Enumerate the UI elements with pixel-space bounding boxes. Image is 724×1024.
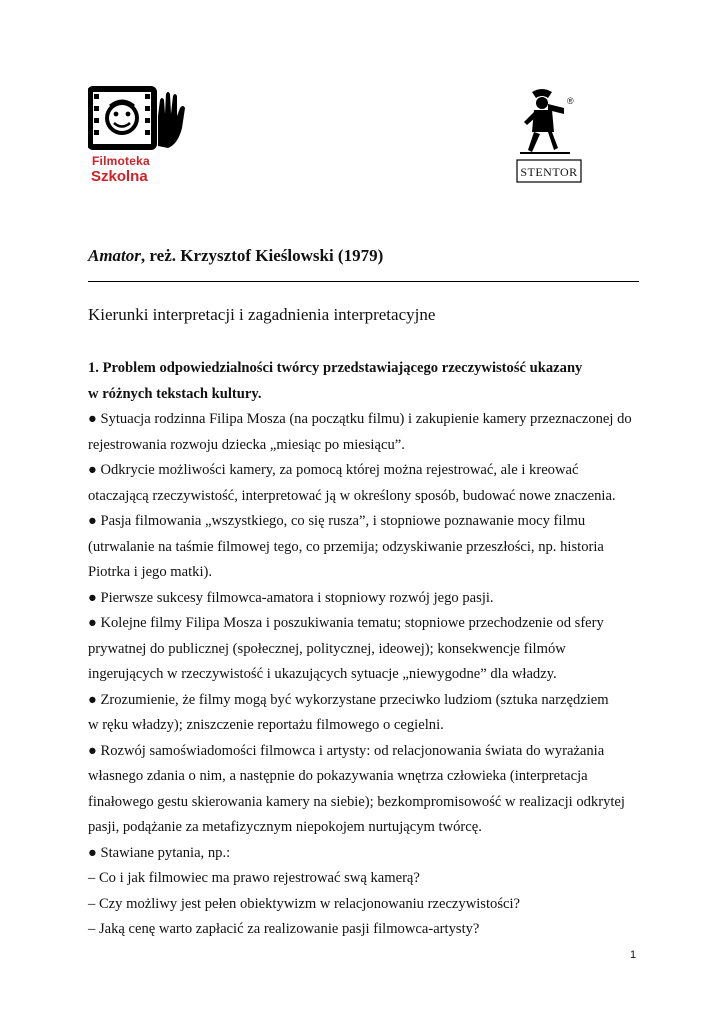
body-line: finałowego gestu skierowania kamery na siebie); bezkompromisowość w realizacji odkrytej xyxy=(88,793,625,810)
title-director-year: , reż. Krzysztof Kieślowski (1979) xyxy=(140,246,384,265)
brand-line-2: Szkolna xyxy=(91,168,148,185)
body-line: Piotrka i jego matki). xyxy=(88,564,213,580)
body-line: w ręku władzy); zniszczenie reportażu filmowego o cegielni. xyxy=(88,717,444,733)
document-title xyxy=(88,246,383,266)
filmoteka-szkolna-logo xyxy=(88,86,188,196)
body-line: ● Rozwój samoświadomości filmowca i artysty: od relacjonowania świata do wyrażania xyxy=(88,742,605,759)
question-line: – Jaką cenę warto zapłacić za realizowanie pasji filmowca-artysty? xyxy=(88,921,480,937)
body-line: ● Kolejne filmy Filipa Mosza i poszukiwania tematu; stopniowe przechodzenie od sfery xyxy=(88,615,604,631)
body-line: prywatnej do publicznej (społecznej, politycznej, ideowej); konsekwencje filmów xyxy=(88,640,566,657)
registered-mark: ® xyxy=(567,96,574,106)
film-hand-icon xyxy=(88,86,188,152)
body-line: ● Pierwsze sukcesy filmowca-amatora i stopniowy rozwój jego pasji. xyxy=(88,589,494,606)
title-divider xyxy=(88,281,639,282)
body-line: ● Odkrycie możliwości kamery, za pomocą której można rejestrować, ale i kreować xyxy=(88,462,579,478)
body-line: ● Sytuacja rodzinna Filipa Mosza (na początku filmu) i zakupienie kamery przeznaczonej do xyxy=(88,411,632,427)
question-line: – Czy możliwy jest pełen obiektywizm w relacjonowaniu rzeczywistości? xyxy=(88,895,521,912)
body-line: pasji, podążanie za metafizycznym niepokojem nurtującym twórcę. xyxy=(88,819,482,835)
title-film-name: Amator xyxy=(88,246,141,265)
body-line: (utrwalanie na taśmie filmowej tego, co przemija; odzyskiwanie przeszłości, np. historia xyxy=(88,538,604,555)
body-line: ingerujących w rzeczywistość i ukazujących sytuacje „niewygodne” dla władzy. xyxy=(88,666,557,682)
section-subtitle: Kierunki interpretacji i zagadnienia interpretacyjne xyxy=(88,305,436,324)
body-line: otaczającą rzeczywistość, interpretować ją w określony sposób, budować nowe znaczenia. xyxy=(88,487,616,504)
section-heading-line: 1. Problem odpowiedzialności twórcy przedstawiającego rzeczywistość ukazany xyxy=(88,360,583,376)
body-line: ● Stawiane pytania, np.: xyxy=(88,844,231,861)
body-line: ● Zrozumienie, że filmy mogą być wykorzystane przeciwko ludziom (sztuka narzędziem xyxy=(88,691,609,708)
brand-line-1: Filmoteka xyxy=(92,154,150,168)
question-line: – Co i jak filmowiec ma prawo rejestrować swą kamerą? xyxy=(88,870,420,886)
section-heading-line: w różnych tekstach kultury. xyxy=(88,385,262,402)
stentor-label: STENTOR xyxy=(520,165,578,179)
page-number: 1 xyxy=(630,949,637,961)
stentor-logo xyxy=(512,86,586,186)
body-line: rejestrowania rozwoju dziecka „miesiąc po miesiącu”. xyxy=(88,436,405,453)
document-body xyxy=(88,356,648,943)
body-line: ● Pasja filmowania „wszystkiego, co się rusza”, i stopniowe poznawanie mocy filmu xyxy=(88,513,586,529)
body-line: własnego zdania o nim, a następnie do pokazywania wnętrza człowieka (interpretacja xyxy=(88,768,588,784)
